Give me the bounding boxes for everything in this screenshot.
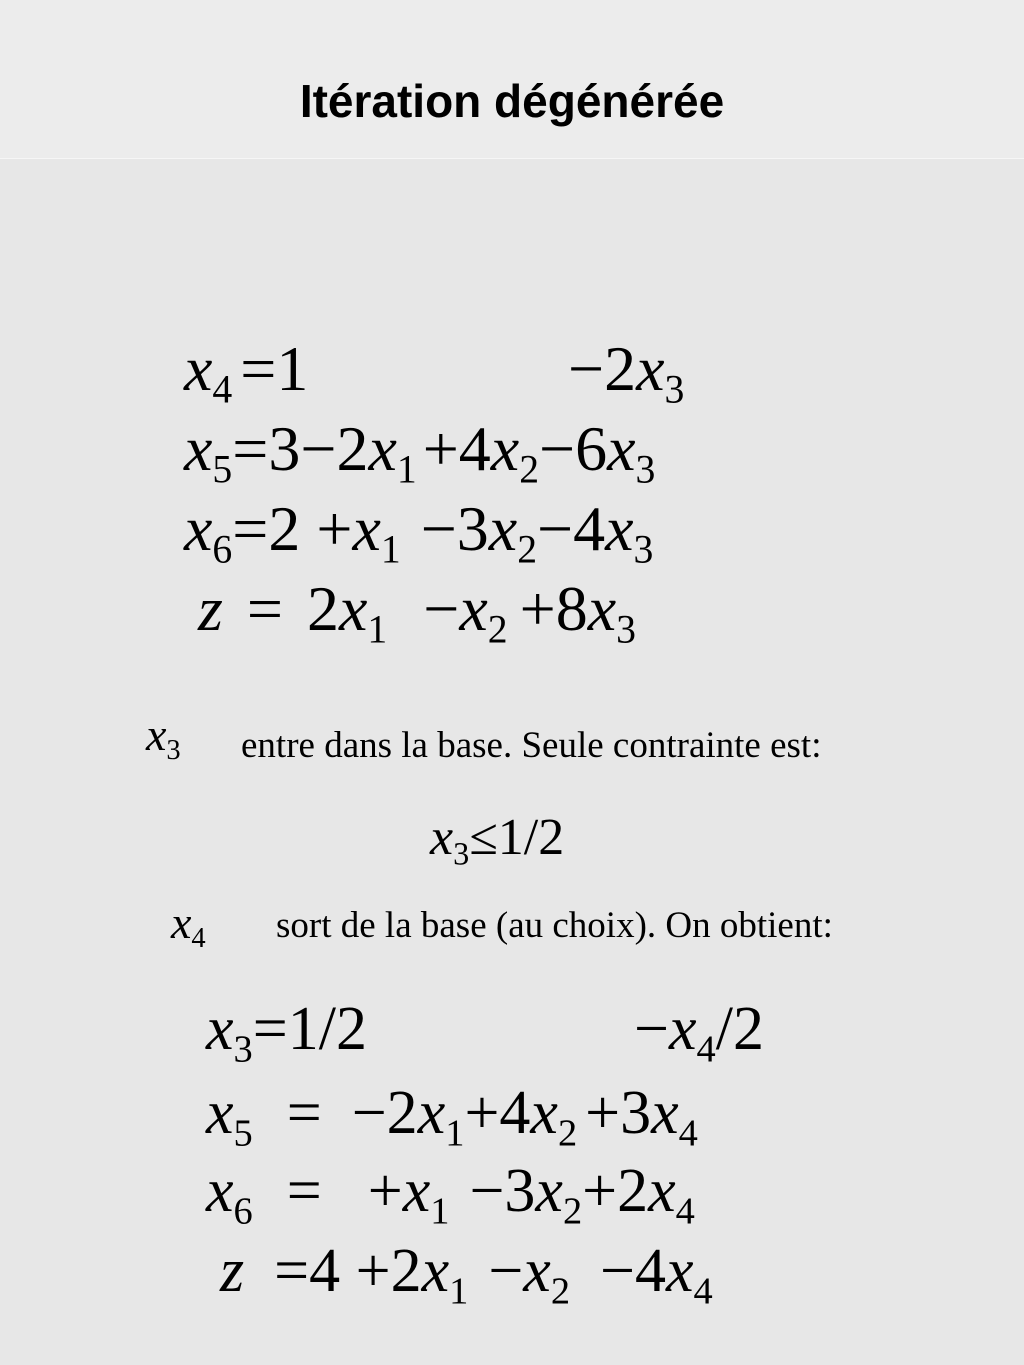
eq1-r3-t5: 2: [517, 527, 538, 572]
eq2-row-3: [206, 1157, 695, 1233]
eq1-r2-lhs-sub: 5: [212, 447, 233, 492]
eq1-r1-t2: x: [636, 333, 665, 404]
eq2-r4-t6: −4: [600, 1237, 667, 1305]
eq2-r2-eq: =: [286, 1079, 322, 1147]
eq2-r2-t8: 4: [678, 1112, 698, 1155]
eq1-r1-eq: =: [240, 333, 277, 404]
eq2-r1-lhs-sub: 3: [233, 1028, 253, 1071]
eq2-r2-t7: x: [651, 1079, 679, 1147]
eq2-r3-t6: +2: [582, 1157, 649, 1225]
eq1-r4-t8: 3: [616, 607, 636, 652]
leaving-var-sub: 4: [191, 923, 206, 955]
eq2-r2-t2: 1: [445, 1112, 465, 1155]
eq2-r4-t0: 4 +2: [309, 1237, 422, 1305]
leaving-var-name: x: [171, 897, 192, 948]
eq2-row-2: [206, 1079, 698, 1155]
constraint-var: x: [430, 809, 454, 866]
eq1-r1-lhs-sub: 4: [212, 367, 233, 412]
eq1-r4-t4: x: [459, 573, 488, 644]
eq1-r4-t1: x: [339, 573, 368, 644]
eq1-row-4: [198, 573, 636, 652]
eq2-r3-lhs-var: x: [206, 1157, 234, 1225]
eq2-r4-t2: 1: [449, 1270, 469, 1313]
eq1-r4-t5: 2: [487, 607, 508, 652]
eq1-row-1: [184, 333, 309, 412]
eq1-r3-eq: =: [232, 493, 269, 564]
eq1-r2-eq: =: [232, 413, 269, 484]
eq1-r4-eq: =: [246, 573, 283, 644]
eq2-r3-t0: +: [367, 1157, 403, 1225]
eq2-r3-t2: 1: [430, 1190, 450, 1233]
eq1-r4-t0: 2: [307, 573, 339, 644]
eq1-r3-t0: 2 +: [268, 493, 353, 564]
eq1-r1-t3: 3: [664, 367, 685, 412]
eq2-r2-lhs-var: x: [206, 1079, 234, 1147]
eq2-r4-t5: 2: [550, 1270, 571, 1313]
eq2-r4-t4: x: [523, 1237, 551, 1305]
eq1-r4-t7: x: [587, 573, 617, 644]
constraint-rel: ≤1/2: [469, 809, 565, 866]
eq1-r4-t6: +8: [519, 573, 588, 644]
entering-var: [146, 709, 181, 767]
eq2-r4-t1: x: [421, 1237, 450, 1305]
eq1-r2-t5: 2: [519, 447, 540, 492]
eq1-r3-t7: x: [605, 493, 634, 564]
eq1-r1-t1: −2: [568, 333, 637, 404]
eq1-r2-t8: 3: [635, 447, 656, 492]
eq1-r4-t3: −: [423, 573, 460, 644]
eq2-row-4: [220, 1237, 713, 1313]
eq1-r3-t8: 3: [633, 527, 654, 572]
eq1-r2-t1: x: [368, 413, 397, 484]
eq2-r1-eq: =: [252, 995, 288, 1063]
eq2-r2-t6: +3: [585, 1079, 652, 1147]
eq1-r4-lhs-var: z: [198, 573, 223, 644]
eq1-r2-t2: 1: [396, 447, 417, 492]
eq2-r4-lhs-var: z: [220, 1237, 245, 1305]
eq2-r2-t5: 2: [557, 1112, 578, 1155]
eq2-r1-t4: /2: [715, 995, 764, 1063]
eq2-r1-t2: x: [668, 995, 697, 1063]
eq1-r2-lhs-var: x: [184, 413, 213, 484]
constraint: [430, 809, 565, 872]
eq2-r3-t4: x: [535, 1157, 563, 1225]
eq2-r2-t4: x: [530, 1079, 558, 1147]
eq2-r3-t3: −3: [469, 1157, 536, 1225]
eq2-r3-eq: =: [286, 1157, 322, 1225]
eq1-r3-lhs-var: x: [184, 493, 213, 564]
eq1-r4-t2: 1: [367, 607, 388, 652]
eq1-r3-lhs-sub: 6: [212, 527, 233, 572]
eq1-r2-t0: 3−2: [268, 413, 369, 484]
eq2-r4-eq: =: [274, 1237, 310, 1305]
eq2-row-1-right: [634, 995, 764, 1071]
eq1-row-2: [184, 413, 656, 492]
entering-var-sub: 3: [166, 735, 181, 767]
eq1-r2-t6: −6: [539, 413, 608, 484]
eq1-r1-lhs-var: x: [184, 333, 213, 404]
eq1-r1-t0: 1: [276, 333, 309, 404]
eq1-r3-t2: 1: [380, 527, 401, 572]
eq2-r2-t3: +4: [464, 1079, 531, 1147]
page-title: Itération dégénérée: [299, 75, 725, 127]
eq1-row-1-right: [568, 333, 685, 412]
eq2-r1-t0: 1/2: [287, 995, 367, 1063]
eq1-r3-t4: x: [488, 493, 518, 564]
eq2-r3-t8: 4: [675, 1190, 695, 1233]
eq1-r3-t6: −4: [537, 493, 606, 564]
eq2-r1-t3: 4: [696, 1028, 716, 1071]
eq1-r3-t1: x: [352, 493, 381, 564]
eq1-r2-t7: x: [607, 413, 636, 484]
leaving-text: sort de la base (au choix). On obtient:: [276, 905, 833, 946]
entering-var-name: x: [146, 709, 167, 760]
eq2-r4-t7: x: [666, 1237, 694, 1305]
leaving-var: [171, 897, 206, 955]
constraint-sub: 3: [453, 835, 470, 872]
entering-text: entre dans la base. Seule contrainte est:: [241, 725, 822, 766]
eq2-r3-t7: x: [648, 1157, 676, 1225]
eq1-r2-t4: x: [490, 413, 520, 484]
eq2-r1-lhs-var: x: [206, 995, 234, 1063]
eq2-r3-t1: x: [402, 1157, 431, 1225]
eq1-r3-t3: −3: [420, 493, 489, 564]
eq2-r4-t8: 4: [693, 1270, 713, 1313]
eq2-r4-t3: −: [488, 1237, 524, 1305]
eq1-r2-t3: +4: [422, 413, 491, 484]
eq2-r2-lhs-sub: 5: [233, 1112, 253, 1155]
eq2-r2-t1: x: [417, 1079, 446, 1147]
eq2-r1-t1: −: [634, 995, 669, 1063]
eq1-row-3: [184, 493, 654, 572]
eq2-r3-lhs-sub: 6: [233, 1190, 253, 1233]
eq2-r3-t5: 2: [562, 1190, 583, 1233]
eq2-row-1: [206, 995, 367, 1071]
eq2-r2-t0: −2: [351, 1079, 418, 1147]
